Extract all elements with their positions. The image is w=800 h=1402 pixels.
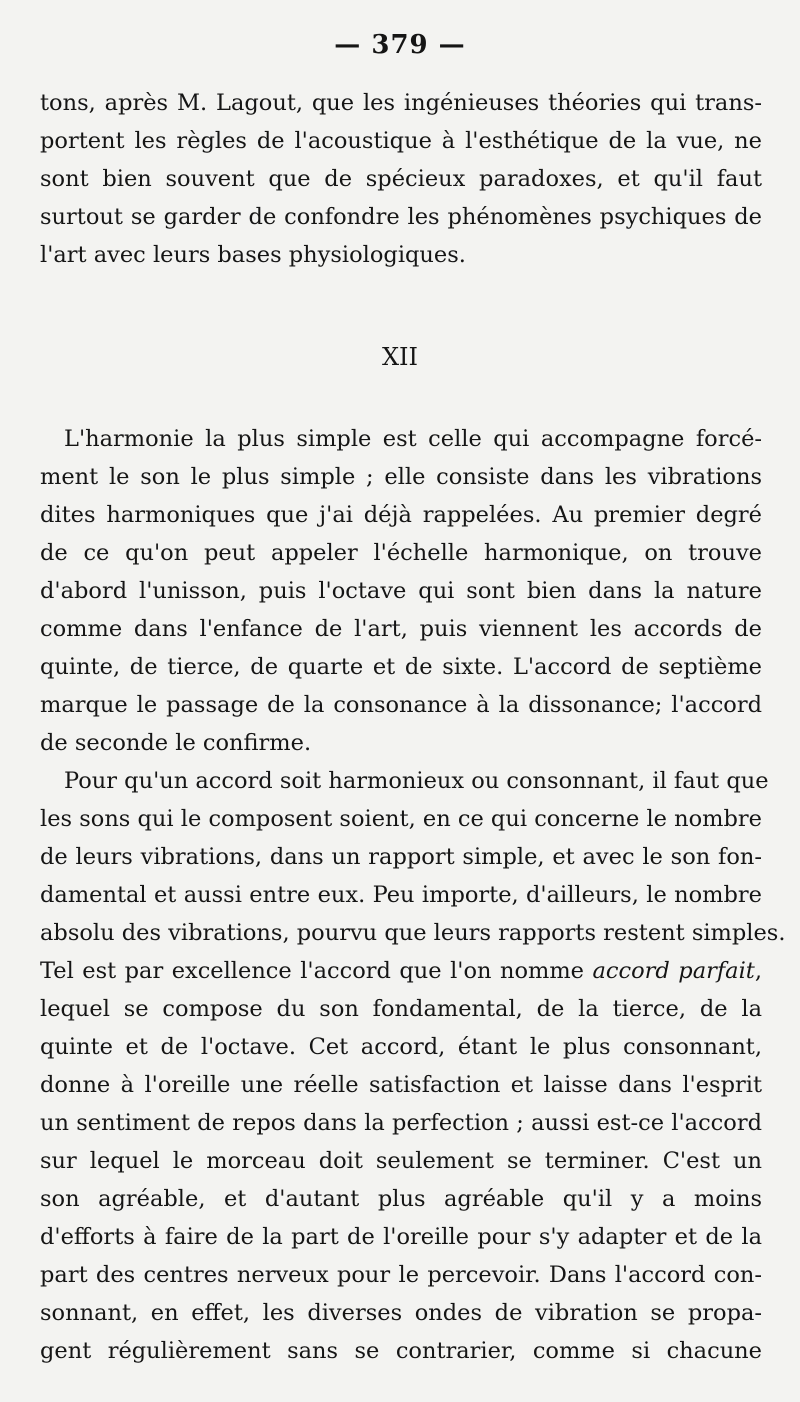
text-line: sont bien souvent que de spécieux paradoxes, et qu'il faut (40, 166, 762, 192)
text-line: gent régulièrement sans se contrarier, comme si chacune (40, 1338, 762, 1364)
text-line: surtout se garder de confondre les phénomènes psychiques de (40, 204, 762, 230)
text-line: portent les règles de l'acoustique à l'esthétique de la vue, ne (40, 128, 762, 154)
text-line: comme dans l'enfance de l'art, puis viennent les accords de (40, 616, 762, 642)
text-line: lequel se compose du son fondamental, de la tierce, de la (40, 996, 762, 1022)
text-line: d'abord l'unisson, puis l'octave qui sont bien dans la nature (40, 578, 762, 604)
text-line: absolu des vibrations, pourvu que leurs rapports restent simples. (40, 920, 786, 946)
text-line: de ce qu'on peut appeler l'échelle harmonique, on trouve (40, 540, 762, 566)
text-line: un sentiment de repos dans la perfection ; aussi est-ce l'accord (40, 1110, 762, 1136)
page-number: — 379 — (334, 30, 466, 60)
text-line: sonnant, en effet, les diverses ondes de vibration se propa- (40, 1300, 762, 1326)
text-line: d'efforts à faire de la part de l'oreille pour s'y adapter et de la (40, 1224, 762, 1250)
text-line: part des centres nerveux pour le percevoir. Dans l'accord con- (40, 1262, 762, 1288)
text-line: les sons qui le composent soient, en ce qui concerne le nombre (40, 806, 762, 832)
italic-term: accord parfait (592, 958, 755, 984)
line-text-after: , (754, 958, 762, 984)
text-line: sur lequel le morceau doit seulement se terminer. C'est un (40, 1148, 762, 1174)
text-line: ment le son le plus simple ; elle consiste dans les vibrations (40, 464, 762, 490)
text-line: tons, après M. Lagout, que les ingénieuses théories qui trans- (40, 90, 762, 116)
text-line: donne à l'oreille une réelle satisfaction et laisse dans l'esprit (40, 1072, 762, 1098)
text-line: quinte et de l'octave. Cet accord, étant le plus consonnant, (40, 1034, 762, 1060)
line-text-before: Tel est par excellence l'accord que l'on nomme (40, 958, 593, 984)
text-line: L'harmonie la plus simple est celle qui accompagne forcé- (64, 426, 762, 452)
text-line: son agréable, et d'autant plus agréable qu'il y a moins (40, 1186, 762, 1212)
text-line: dites harmoniques que j'ai déjà rappelées. Au premier degré (40, 502, 762, 528)
text-line: damental et aussi entre eux. Peu importe, d'ailleurs, le nombre (40, 882, 762, 908)
section-heading: XII (381, 343, 419, 371)
text-line: de seconde le confirme. (40, 730, 312, 756)
text-line: de leurs vibrations, dans un rapport simple, et avec le son fon- (40, 844, 762, 870)
text-line: marque le passage de la consonance à la dissonance; l'accord (40, 692, 762, 718)
text-line (40, 952, 762, 990)
text-line: quinte, de tierce, de quarte et de sixte. L'accord de septième (40, 654, 762, 680)
text-line: Pour qu'un accord soit harmonieux ou consonnant, il faut que (64, 768, 769, 794)
text-line: l'art avec leurs bases physiologiques. (40, 242, 466, 268)
